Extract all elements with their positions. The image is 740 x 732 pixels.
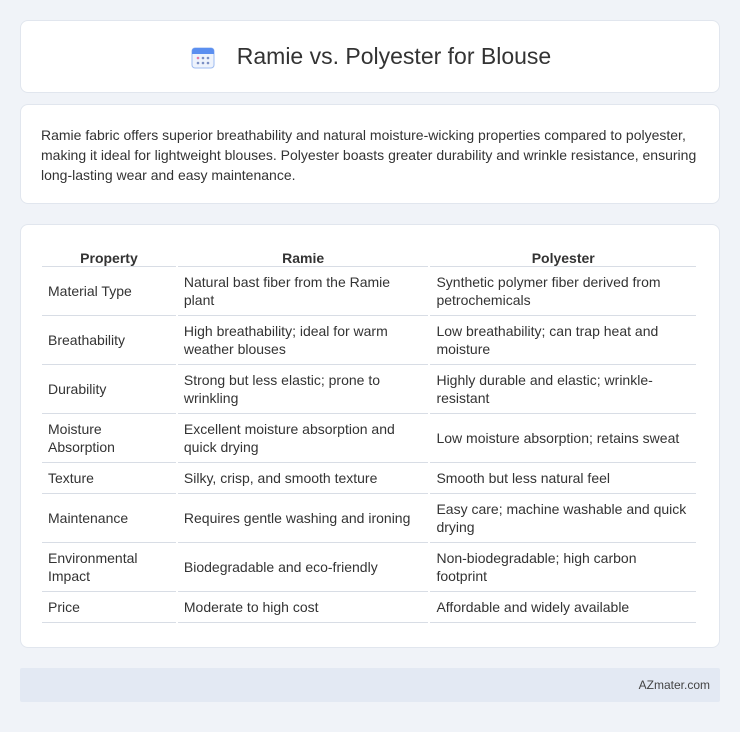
ramie-cell: Requires gentle washing and ironing (178, 494, 429, 543)
ramie-cell: Silky, crisp, and smooth texture (178, 463, 429, 494)
property-cell: Maintenance (42, 494, 176, 543)
table-row (42, 592, 696, 623)
property-cell: Material Type (42, 267, 176, 316)
ramie-cell: Natural bast fiber from the Ramie plant (178, 267, 429, 316)
footer-site-link[interactable]: AZmater.com (638, 678, 710, 692)
table-row (42, 316, 696, 365)
table-card (20, 224, 720, 648)
property-cell: Price (42, 592, 176, 623)
intro-text: Ramie fabric offers superior breathability and natural moisture-wicking properties compared to polyester, making it ideal for lightweight blouses. Polyester boasts greater durability and wrinkle resistance, ensuring long-lasting wear and easy maintenance. (41, 127, 697, 183)
header-property: Property (42, 245, 176, 267)
property-cell: Environmental Impact (42, 543, 176, 592)
ramie-cell: High breathability; ideal for warm weather blouses (178, 316, 429, 365)
comparison-table (40, 245, 698, 623)
calendar-icon (189, 43, 217, 71)
ramie-cell: Biodegradable and eco-friendly (178, 543, 429, 592)
table-header-row (42, 245, 696, 267)
header-ramie: Ramie (178, 245, 429, 267)
polyester-cell: Synthetic polymer fiber derived from petrochemicals (430, 267, 696, 316)
page-title: Ramie vs. Polyester for Blouse (236, 43, 552, 69)
polyester-cell: Highly durable and elastic; wrinkle-resistant (430, 365, 696, 414)
polyester-cell: Easy care; machine washable and quick drying (430, 494, 696, 543)
polyester-cell: Non-biodegradable; high carbon footprint (430, 543, 696, 592)
table-row (42, 494, 696, 543)
table-row (42, 543, 696, 592)
table-row (42, 267, 696, 316)
table-row (42, 365, 696, 414)
table-row (42, 463, 696, 494)
property-cell: Texture (42, 463, 176, 494)
table-row (42, 414, 696, 463)
header-polyester: Polyester (430, 245, 696, 267)
title-card (20, 20, 720, 93)
property-cell: Breathability (42, 316, 176, 365)
intro-card (20, 104, 720, 204)
ramie-cell: Moderate to high cost (178, 592, 429, 623)
property-cell: Durability (42, 365, 176, 414)
polyester-cell: Affordable and widely available (430, 592, 696, 623)
ramie-cell: Excellent moisture absorption and quick drying (178, 414, 429, 463)
polyester-cell: Low breathability; can trap heat and moisture (430, 316, 696, 365)
footer (20, 668, 720, 702)
polyester-cell: Smooth but less natural feel (430, 463, 696, 494)
polyester-cell: Low moisture absorption; retains sweat (430, 414, 696, 463)
property-cell: Moisture Absorption (42, 414, 176, 463)
ramie-cell: Strong but less elastic; prone to wrinkling (178, 365, 429, 414)
